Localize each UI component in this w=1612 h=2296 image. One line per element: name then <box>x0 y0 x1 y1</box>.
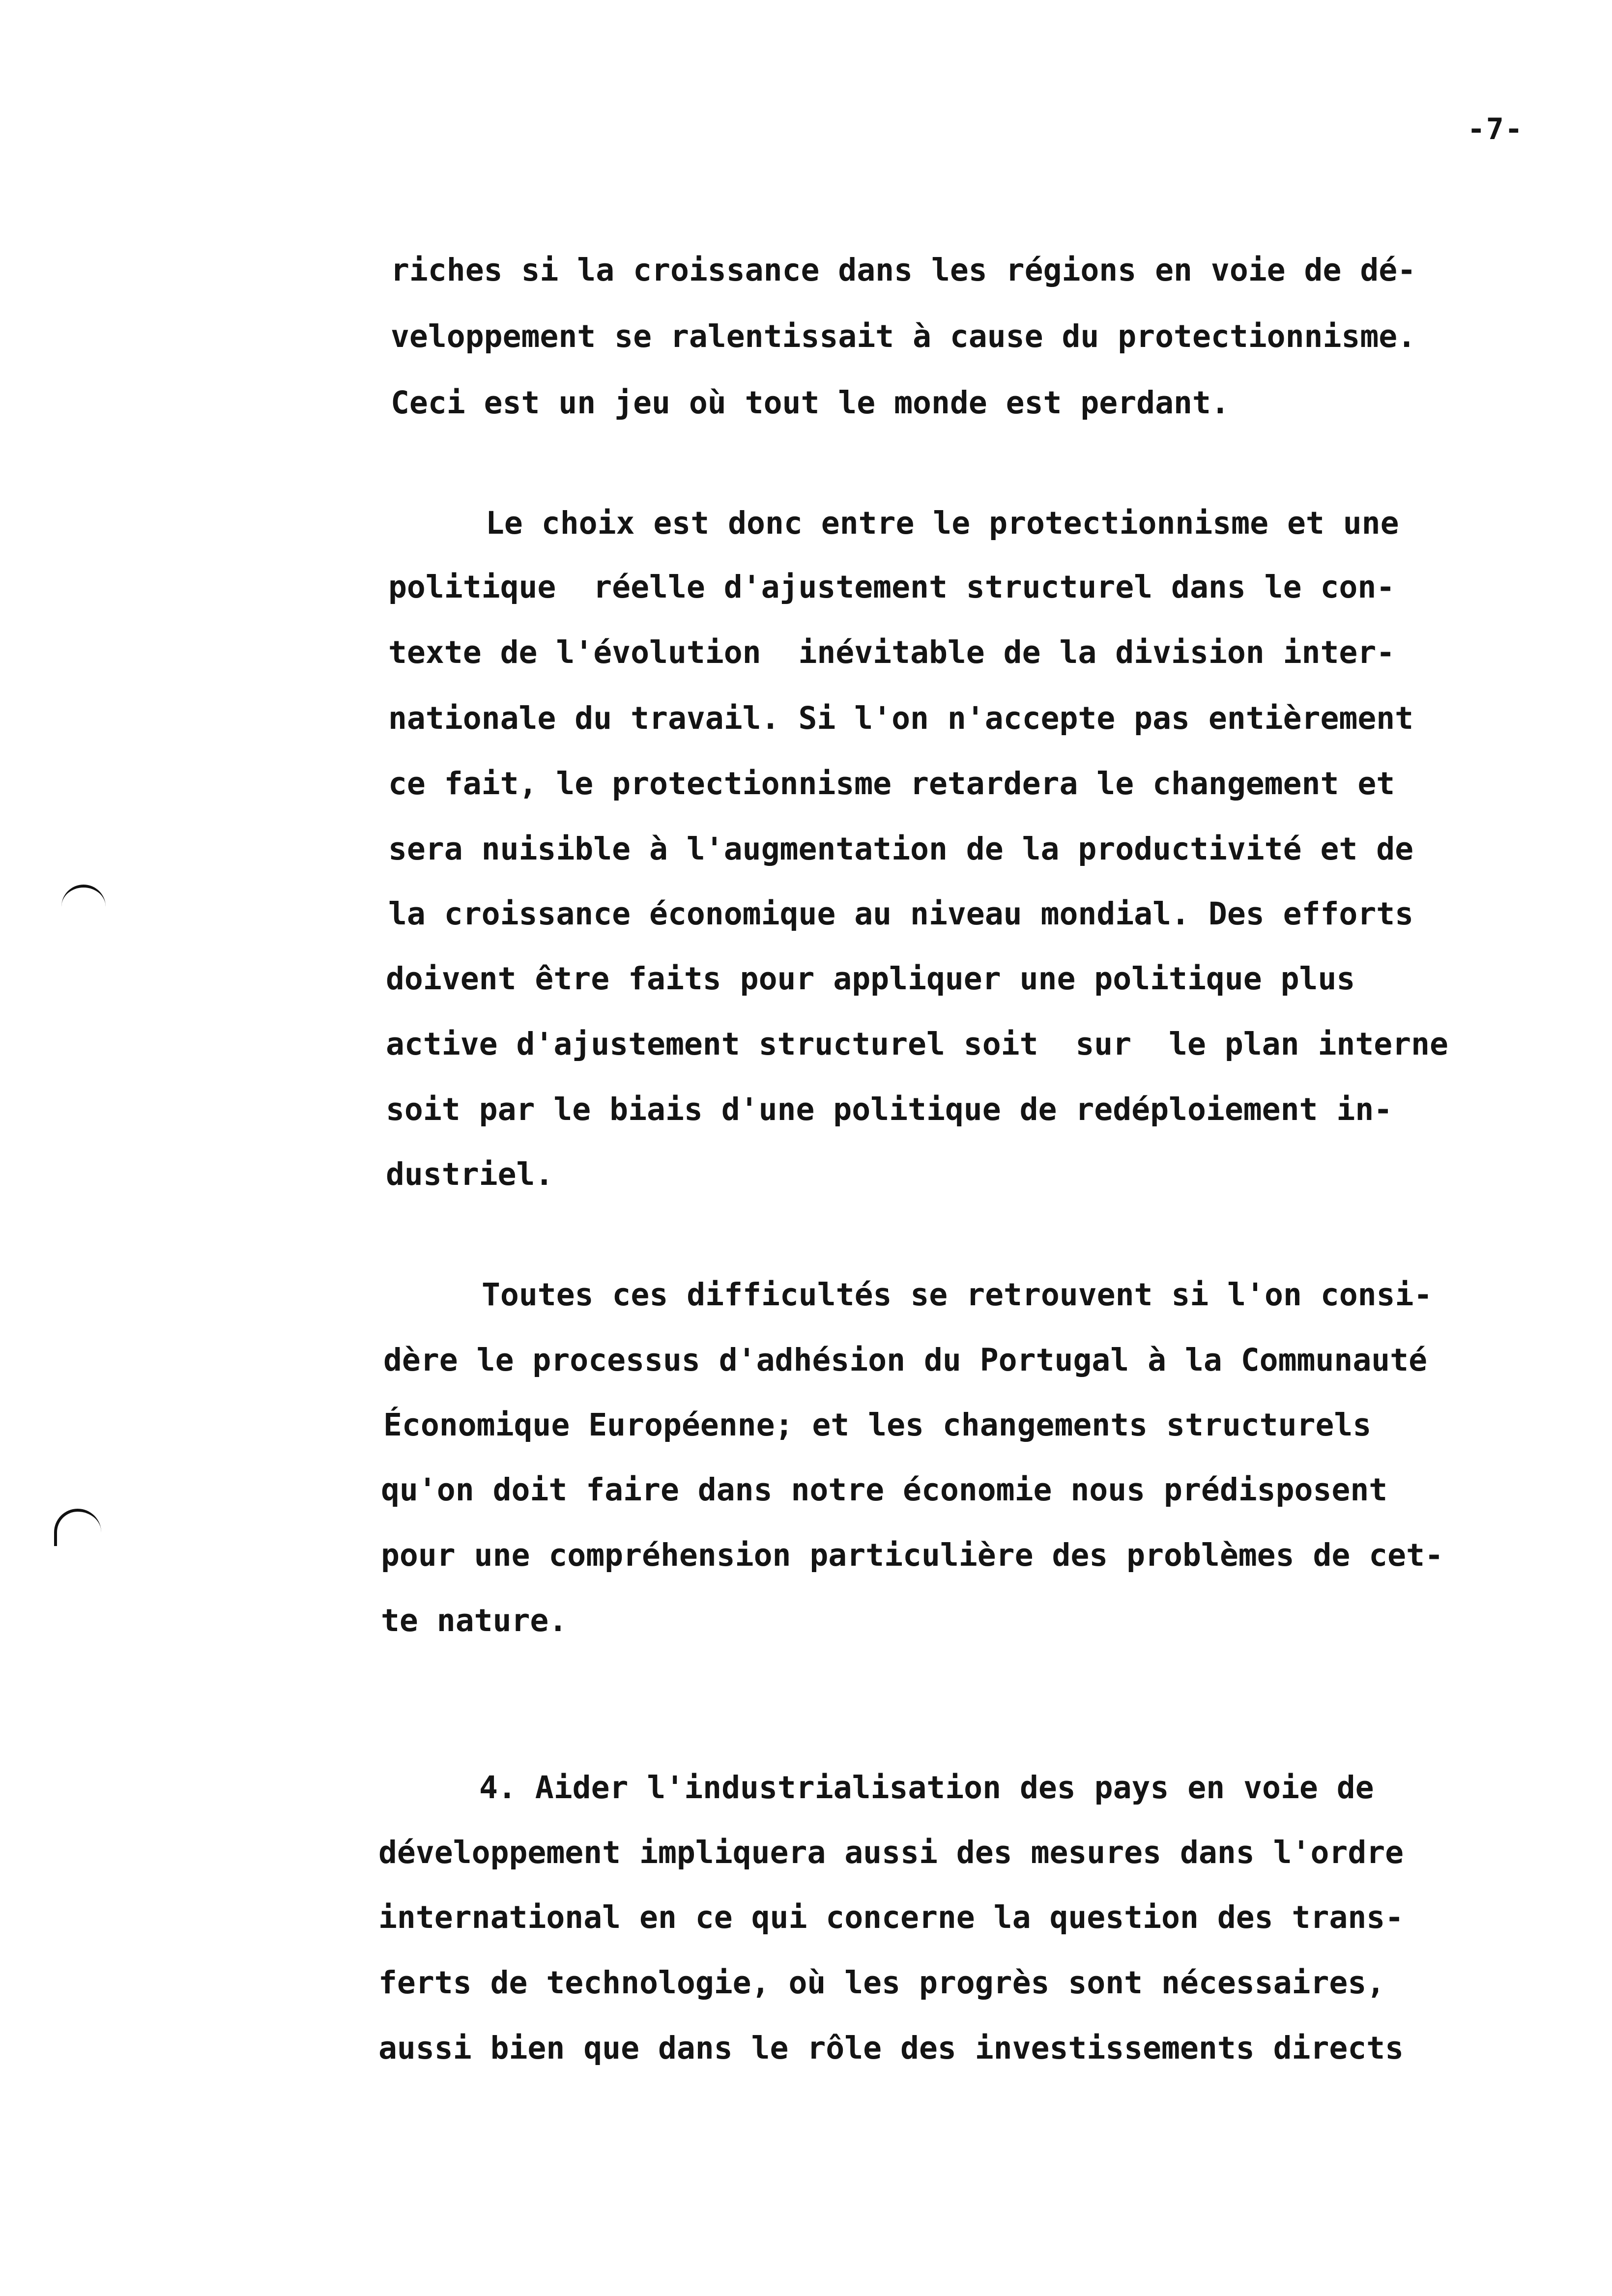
text-line: 4. Aider l'industrialisation des pays en voie de <box>479 1770 1374 1806</box>
text-line: international en ce qui concerne la question des trans- <box>378 1899 1404 1935</box>
text-line: ce fait, le protectionnisme retardera le changement et <box>388 766 1395 802</box>
text-line: ferts de technologie, où les progrès sont nécessaires, <box>378 1965 1385 2001</box>
text-line: aussi bien que dans le rôle des investissements directs <box>378 2030 1404 2066</box>
text-line: soit par le biais d'une politique de redéploiement in- <box>386 1091 1393 1127</box>
text-line: dère le processus d'adhésion du Portugal à la Communauté <box>383 1342 1428 1378</box>
text-line: politique réelle d'ajustement structurel dans le con- <box>388 569 1395 605</box>
text-line: dustriel. <box>386 1156 554 1192</box>
text-line: sera nuisible à l'augmentation de la productivité et de <box>388 831 1414 867</box>
text-line: doivent être faits pour appliquer une politique plus <box>386 961 1355 997</box>
page-number: -7- <box>1467 112 1524 146</box>
text-line: développement impliquera aussi des mesures dans l'ordre <box>378 1835 1404 1870</box>
text-line: te nature. <box>381 1603 568 1638</box>
text-line: Toutes ces difficultés se retrouvent si l'on consi- <box>482 1277 1433 1313</box>
text-line: active d'ajustement structurel soit sur le plan interne <box>386 1026 1448 1062</box>
text-line: nationale du travail. Si l'on n'accepte pas entièrement <box>388 700 1414 736</box>
text-line: veloppement se ralentissait à cause du protectionnisme. <box>391 318 1416 354</box>
text-line: qu'on doit faire dans notre économie nous prédisposent <box>381 1472 1388 1508</box>
text-line: riches si la croissance dans les régions en voie de dé- <box>391 252 1416 288</box>
text-line: Économique Européenne; et les changements structurels <box>383 1407 1372 1443</box>
hole-punch-mark <box>54 1509 101 1546</box>
text-line: la croissance économique au niveau mondial. Des efforts <box>388 896 1414 932</box>
text-line: pour une compréhension particulière des problèmes de cet- <box>381 1537 1443 1573</box>
text-line: Ceci est un jeu où tout le monde est perdant. <box>391 385 1230 421</box>
text-line: texte de l'évolution inévitable de la division inter- <box>388 634 1395 670</box>
hole-punch-mark <box>61 885 106 907</box>
text-line: Le choix est donc entre le protectionnisme et une <box>486 505 1399 541</box>
